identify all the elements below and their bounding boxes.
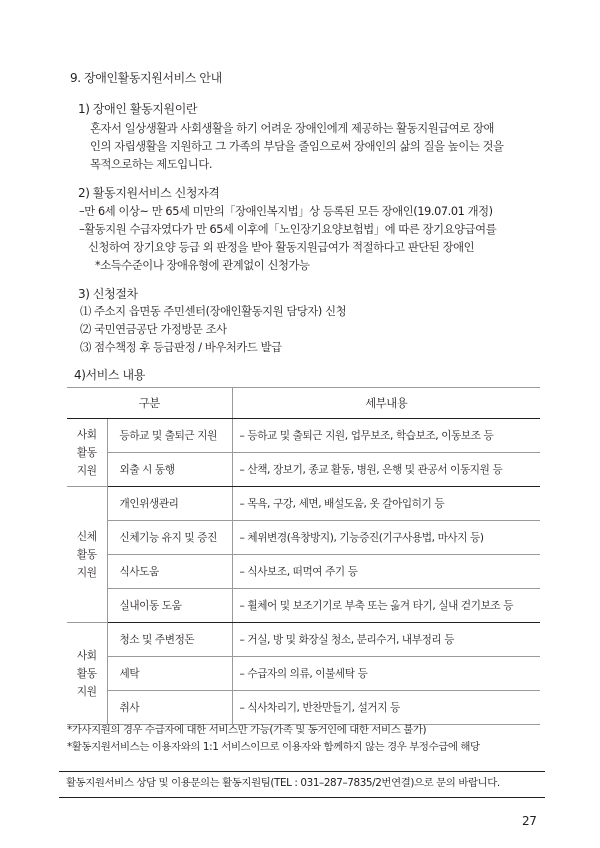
table-row [67,691,540,725]
footnote: *가사지원의 경우 수급자에 대한 서비스만 가능(가족 및 동거인에 대한 서비스 불가) [67,724,427,736]
table-row [67,419,540,453]
service-detail-cell: – 휠체어 및 보조기기로 부축 또는 옮겨 타기, 실내 걷기보조 등 [232,589,540,623]
category-cell [67,623,107,725]
definition-line: 혼자서 일상생활과 사회생활을 하기 어려운 장애인에게 제공하는 활동지원급여로 장애 [90,122,494,135]
category-label: 지원 [76,685,97,698]
eligibility-heading: 2) 활동지원서비스 신청자격 [78,186,220,200]
service-detail-cell: – 체위변경(욕창방지), 기능증진(기구사용법, 마사지 등) [232,521,540,555]
footnote: *활동지원서비스는 이용자와의 1:1 서비스이므로 이용자와 함께하지 않는 경우 부정수급에 해당 [67,741,480,753]
procedure-step: ⑴ 주소지 읍면동 주민센터(장애인활동지원 담당자) 신청 [80,305,347,318]
category-label: 사회 [76,649,97,662]
page-number: 27 [522,814,537,828]
service-name-cell: 취사 [107,691,232,725]
divider [59,797,545,798]
table-row [67,487,540,521]
detail-column-header: 세부내용 [232,388,540,419]
definition-line: 인의 자립생활을 지원하고 그 가족의 부담을 줄임으로써 장애인의 삶의 질을 높이는 것을 [90,140,504,153]
service-detail-cell: – 식사보조, 떠먹여 주기 등 [232,555,540,589]
category-label: 사회 [76,428,97,441]
section-title: 9. 장애인활동지원서비스 안내 [70,71,222,85]
eligibility-line: –활동지원 수급자였다가 만 65세 이후에「노인장기요양보험법」에 따른 장기요양급여를 [79,223,497,236]
table-row [67,589,540,623]
service-name-cell: 등하교 및 출퇴근 지원 [107,419,232,453]
table-row [67,657,540,691]
category-label: 활동 [76,667,97,680]
services-heading: 4)서비스 내용 [74,368,145,382]
service-detail-cell: – 산책, 장보기, 종교 활동, 병원, 은행 및 관공서 이동지원 등 [232,453,540,487]
definition-heading: 1) 장애인 활동지원이란 [78,102,198,116]
service-name-cell: 청소 및 주변정돈 [107,623,232,657]
eligibility-line: 신청하여 장기요양 등급 외 판정을 받아 활동지원급여가 적절하다고 판단된 장애인 [88,241,475,254]
service-name-cell: 개인위생관리 [107,487,232,521]
procedure-step: ⑶ 점수책정 후 등급판정 / 바우처카드 발급 [80,341,282,354]
procedure-step: ⑵ 국민연금공단 가정방문 조사 [80,323,227,336]
service-name-cell: 외출 시 동행 [107,453,232,487]
table-row [67,453,540,487]
service-detail-cell: – 수급자의 의류, 이불세탁 등 [232,657,540,691]
category-label: 활동 [76,548,97,561]
table-row [67,521,540,555]
service-name-cell: 실내이동 도움 [107,589,232,623]
divider [59,771,545,772]
services-table [67,387,540,725]
contact-notice: 활동지원서비스 상담 및 이용문의는 활동지원팀(TEL : 031–287–7835/2번연결)으로 문의 바랍니다. [66,777,500,789]
category-cell [67,487,107,623]
service-detail-cell: – 목욕, 구강, 세면, 배설도움, 옷 갈아입히기 등 [232,487,540,521]
definition-line: 목적으로하는 제도입니다. [90,158,213,171]
service-name-cell: 세탁 [107,657,232,691]
category-label: 활동 [76,446,97,459]
service-name-cell: 신체기능 유지 및 증진 [107,521,232,555]
table-row [67,623,540,657]
category-label: 신체 [76,530,97,543]
category-label: 지원 [76,566,97,579]
table-row [67,555,540,589]
service-detail-cell: – 등하교 및 출퇴근 지원, 업무보조, 학습보조, 이동보조 등 [232,419,540,453]
procedure-heading: 3) 신청절차 [78,287,138,301]
service-name-cell: 식사도움 [107,555,232,589]
service-detail-cell: – 식사차리기, 반찬만들기, 설거지 등 [232,691,540,725]
table-header-row [67,388,540,419]
eligibility-line: –만 6세 이상~ 만 65세 미만의「장애인복지법」상 등록된 모든 장애인(19.07.01 개정) [79,205,493,218]
category-column-header: 구분 [67,388,232,419]
eligibility-note: *소득수준이나 장애유형에 관계없이 신청가능 [95,259,310,272]
category-cell [67,419,107,487]
service-detail-cell: – 거실, 방 및 화장실 청소, 분리수거, 내부정리 등 [232,623,540,657]
category-label: 지원 [76,464,97,477]
